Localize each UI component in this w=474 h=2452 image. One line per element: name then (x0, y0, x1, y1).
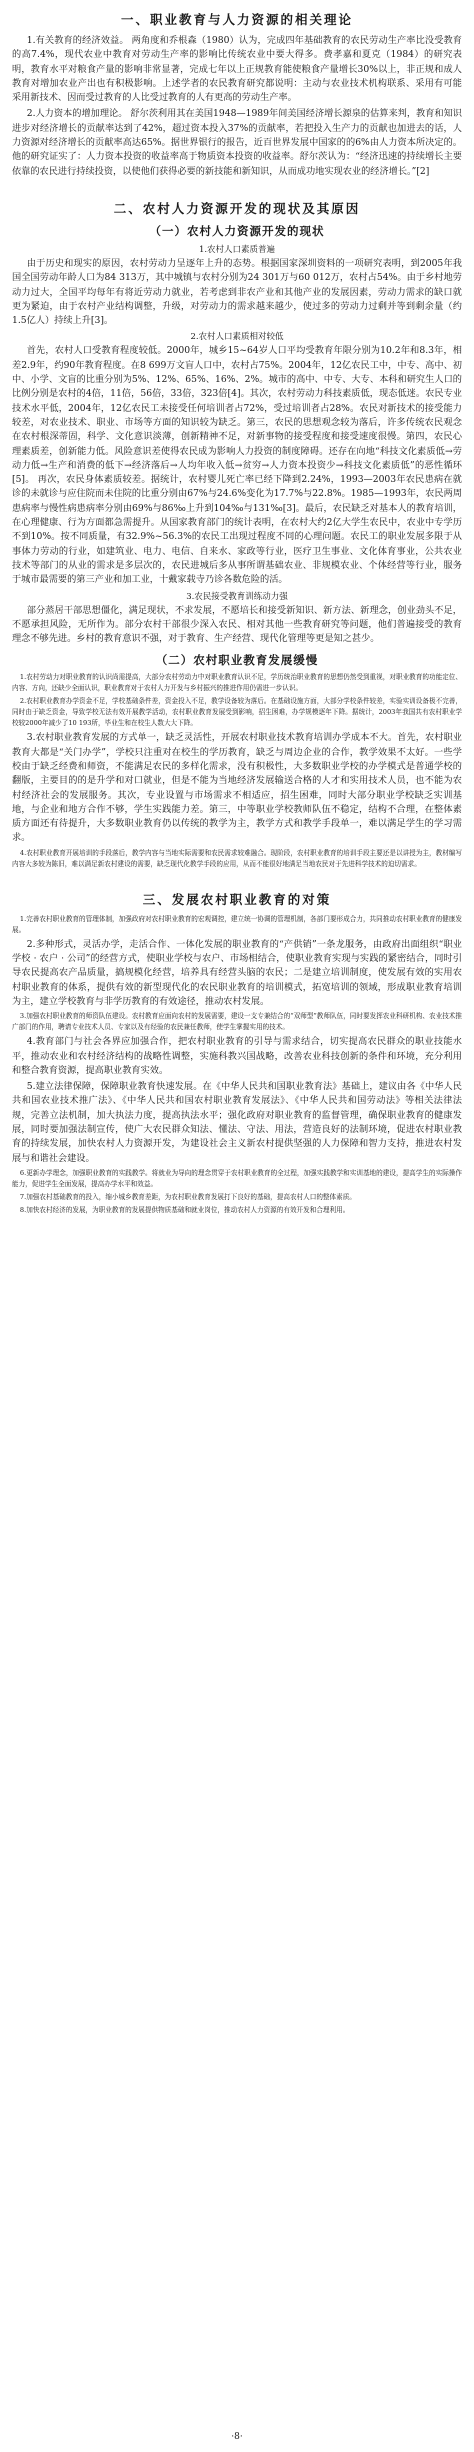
section-2-title: 二、农村人力资源开发的现状及其原因 (113, 200, 361, 216)
page-number: ·8· (231, 2432, 243, 2442)
spacer (12, 181, 462, 195)
section-3-paragraph-8: 8.加快农村经济的发展，为职业教育的发展提供物质基础和就业岗位，推动农村人力资源的有效开发和合理利用。 (19, 1205, 350, 1214)
section-2-paragraph-2: 首先，农村人口受教育程度较低。2000年，城乡15~64岁人口平均受教育年限分别为10.2年和8.3年，相差2.9年，约90年教育程度。在8 699万文盲人口中，农村占75%。2004年，12亿农民工中，中专、高中、初中、小学、文盲的比重分别为5%、12%、65%、16%、2%。城市的高中、中专、大专、本科和研究生人口的比例分别是农村的4倍，11倍，56倍，33倍，323倍[4]。其次，农村劳动力科技素质低，现态低迷。农民专业技术水平低，2004年，12亿农民工未接受任何培训者占72%，受过培训者占28%。农民对新技术的接受能力较差，对农业技术、职业、市场等方面的知识较为缺乏。第三，农民的思想观念较为落后，许多传统农民观念在农村根深蒂固，科学、文化意识淡薄，创新精神不足，对新事物的接受程度和接受速度很慢。第四，农民心理素质差，创新能力低。风险意识差使得农民成为影响人力投资的制度障碍。还存在向地“科技文化素质低→劳动力低→生产和消费的低下→经济落后→人均年收入低→贫穷→人力资本投资少→科技文化素质低”的恶性循环[5]。 再次，农民身体素质较差。据统计，农村婴儿死亡率已经下降到2.24%，1993—2003年农民患病在就诊的未就诊与应住院而未住院的比重分别由67%与24.6%变化为17.7%与22.8%。1985—1993年，农民两周患病率与慢性病患病率分别由69%与86‰上升到104‰与131‰[3]。最后，农民缺乏对基本人的教育培训，在心理健康、行为方面都急需提升。从国家教育部门的统计表明，在农村大约2亿大学生农民中，农业中专学历不到10%。按不同质量，有32.9%~56.3%的农民工出现过程度不同的心理问题。农民工的职业发展多限于从事体力劳动的行业，如建筑业、电力、电信、自来水、家政等行业，医疗卫生事业、文化体育事业，公共农业技术等部门的从业的需求是多层次的，农民进城后多从事所谓基础农业、非规模农业、个体经营等行业，服务于城市最需要的第三产业和加工业，十戴家载寺乃诊各数危险的活。 (12, 345, 462, 586)
section-2-paragraph-6: 3.农村职业教育发展的方式单一，缺乏灵活性，开展农村职业技术教育培训办学成本不大。首先，农村职业教育大都是“关门办学”，学校只注重对在校生的学历教育，缺乏与周边企业的合作，教学效果不太好。一些学校由于缺乏经费和师资，不能满足农民的多样化需求，没有积极性，大多数职业学校的办学模式是普通学校的翻版，主要目的的是升学和对口就业，但是不能为当地经济发展输送合格的人才和实用技术人员，也不能为农村经济社会的发展服务。其次，专业设置与市场需求不相适应，招生困难，同时大部分职业学校缺乏实训基地，与企业和地方合作不够，学生实践能力差。第三，中等职业学校教师队伍不稳定，结构不合理，在整体素质方面还有待提升，大多数职业教育仍以传统的教学为主，教学方式和教学手段单一，难以满足学生的学习需求。 (12, 732, 462, 844)
section-1-paragraph-1: 1.有关教育的经济效益。 两角度和乔根森（1980）认为，完成四年基础教育的农民劳动生产率比没受教育的高7.4%，现代农业中教育对劳动生产率的影响比传统农业中要大得多。费孝嘉和夏克（1984）的研究表明，教育水平对粮食产量的影响非常显著，完成七年以上正规教育能使粮食产量增长30%以上，非正规和成人教育对增加农业产出也有积极影响。上述学者的农民教育研究都说明：主动与农业技术机构联系、采用有可能采用新技术、因而受过教育的人比受过教育的人有更高的劳动生产率。 (12, 35, 462, 104)
section-2-heading-1: 1.农村人口素质普遍 (198, 244, 276, 255)
section-3-title: 三、发展农村职业教育的对策 (142, 891, 332, 907)
section-3-paragraph-5: 5.建立法律保障，保障职业教育快速发展。在《中华人民共和国职业教育法》基础上，建议由各《中华人民共和国农业技术推广法》、《中华人民共和国农村职业教育发展法》、《中华人民共和国劳动法》等相关法律法规，完善立法机制，加大执法力度，提高执法水平；强化政府对职业教育的监督管理，确保职业教育的健康发展，同时要加强法制宣传，使广大农民群众知法、懂法、守法、用法，营造良好的法制环境，促进农村职业教育的持续发展，加快农村人力资源开发，为建设社会主义新农村提供坚强的人力保障和智力支持，推进农村发展与和谐社会建设。 (12, 1081, 462, 1164)
section-3-paragraph-1: 1.完善农村职业教育的管理体制，加强政府对农村职业教育的宏观调控，建立统一协调的管理机制，各部门要形成合力，共同推动农村职业教育的健康发展。 (12, 914, 462, 934)
section-2-subtitle-2: （二）农村职业教育发展缓慢 (155, 653, 319, 668)
section-2-paragraph-4: 1.农村劳动力对职业教育的认识尚需提高，大部分农村劳动力中对职业教育认识不足，学历统治职业教育的思想仍然受到重视，对职业教育的功能定位、内容、方向，还缺少全面认识，职业教育对于农村人力开发与乡村振兴的推进作用仍需进一步认识。 (12, 673, 462, 693)
section-2-paragraph-5: 2.农村职业教育办学资金不足，学校基础条件差，资金投入不足，教学设备较为落后。在基础设施方面，大部分学校条件较差，实验实训设备极不完善，同时由于缺乏资金，导致学校无法有效开展教学活动，农村职业教育发展受到影响，招生困难，办学规模逐年下降。据统计，2003年我国共有农村职业学校较2000年减少了10 193所，毕业生和在校生人数大大下降。 (12, 697, 462, 728)
section-2-heading-2: 2.农村人口素质相对较低 (190, 332, 284, 343)
section-3-paragraph-3: 3.加强农村职业教育的师资队伍建设。农村教育应面向农村的发展需要，建设一支专兼结合的“双师型”教师队伍，同时要发挥农业科研机构、农业技术推广部门的作用，聘请专业技术人员、专家以及有经验的农民兼任教师，使学生掌握实用的技术。 (12, 1012, 462, 1032)
section-3-paragraph-7: 7.加强农村基础教育的投入，缩小城乡教育差距，为农村职业教育发展打下良好的基础，提高农村人口的整体素质。 (19, 1192, 356, 1201)
section-2-subtitle-1: （一）农村人力资源开发的现状 (149, 223, 325, 238)
section-2-paragraph-1: 由于历史和现实的原因，农村劳动力呈逐年上升的态势。根据国家深圳资料的一项研究表明，到2005年我国全国劳动年龄人口为84 313万，其中城镇与农村分别为24 301万与60 012万，农村占54%。由于乡村地劳动力过大，全国平均每年有将近劳动力就业，若考虑到非农产业和其他产业的发展因素，劳动力需求的缺口就更为紧迫，由于农村产业结构调整，升级，对劳动力的需求越来越少，使过多的劳动力过剩并等到剩余量（约1.5亿人）持续上升[3]。 (12, 257, 462, 327)
section-2-heading-3: 3.农民接受教育训练动力强 (186, 591, 288, 602)
section-2-paragraph-7: 4.农村职业教育开展培训的手段落后，教学内容与当地实际需要和农民需求较难融合。现阶段，农村职业教育的培训手段主要还是以讲授为主，教材编写内容大多较为陈旧，难以满足新农村建设的需要，缺乏现代化教学手段的应用，从而不能很好地满足当地农民对于先进科学技术的迫切需求。 (12, 848, 462, 868)
section-3-paragraph-2: 2.多种形式，灵活办学，走活合作、一体化发展的职业教育的“产供销”一条龙服务，由政府出面组织“职业学校 · 农户 · 公司”的经营方式，使职业学校与农户、市场相结合，使职业教育实现与实践的紧密结合，同时引导农民提高农产品质量，搞规模化经营，培养具有经营头脑的农民；二是建立培训制度，使发展有效的实用农村职业教育的体系，提供有效的新型现代化的农民职业教育的培训模式，拓宽培训的领域，形成职业教育培训为主，建立学校教育与非学历教育的有效途径，推动农村发展。 (12, 938, 462, 1007)
section-2-paragraph-3: 部分蒸居干部思想僵化，满足现状，不求发展，不愿培长和接受新知识、新方法、新理念，创业劲头不足，不愿承担风险，无所作为。部分农村干部很少深入农民、相对其他一些教育研究等问题，他们普遍接受的教育理念不够先进。乡村的教育意识不强，对于教育、生产经营、现代化管理等更是知之甚少。 (12, 604, 462, 645)
section-3-paragraph-6: 6.更新办学理念，加强职业教育的实践教学。将就业为导向的理念贯穿于农村职业教育的全过程，加强实践教学和实训基地的建设，提高学生的实际操作能力，促进学生全面发展，提高办学水平和效益。 (12, 1168, 462, 1188)
section-1-title: 一、职业教育与人力资源的相关理论 (120, 12, 353, 27)
section-1-paragraph-2: 2.人力资本的增加理论。 舒尔茨利用其在美国1948—1989年间美国经济增长源泉的估算来判，教育和知识进步对经济增长的贡献率达到了42%，超过资本投入37%的贡献率，若把投入生产力的贡献也加进去的话，人力资源对经济增长的贡献率高达65%。据世界银行的报告，近百世界发展中国家的的6%由人力资本所决定的。他的研究证实了：人力资本投资的收益率高于物质资本投资的收益率。舒尔茨认为：“经济迅速的持续增长主要依靠的农民进行持续投资，以使他们获得必要的新技能和新知识，从而成功地实现农业的经济增长。”[2] (12, 108, 462, 177)
spacer (12, 872, 462, 886)
section-3-paragraph-4: 4.教育部门与社会各界应加强合作，把农村职业教育的引导与需求结合，切实提高农民群众的职业技能水平，推动农业和农村经济结构的战略性调整，实施科教兴国战略，改善农业科技创新的条件和环境，充分利用和整合教育资源，提高职业教育实效。 (12, 1036, 462, 1076)
